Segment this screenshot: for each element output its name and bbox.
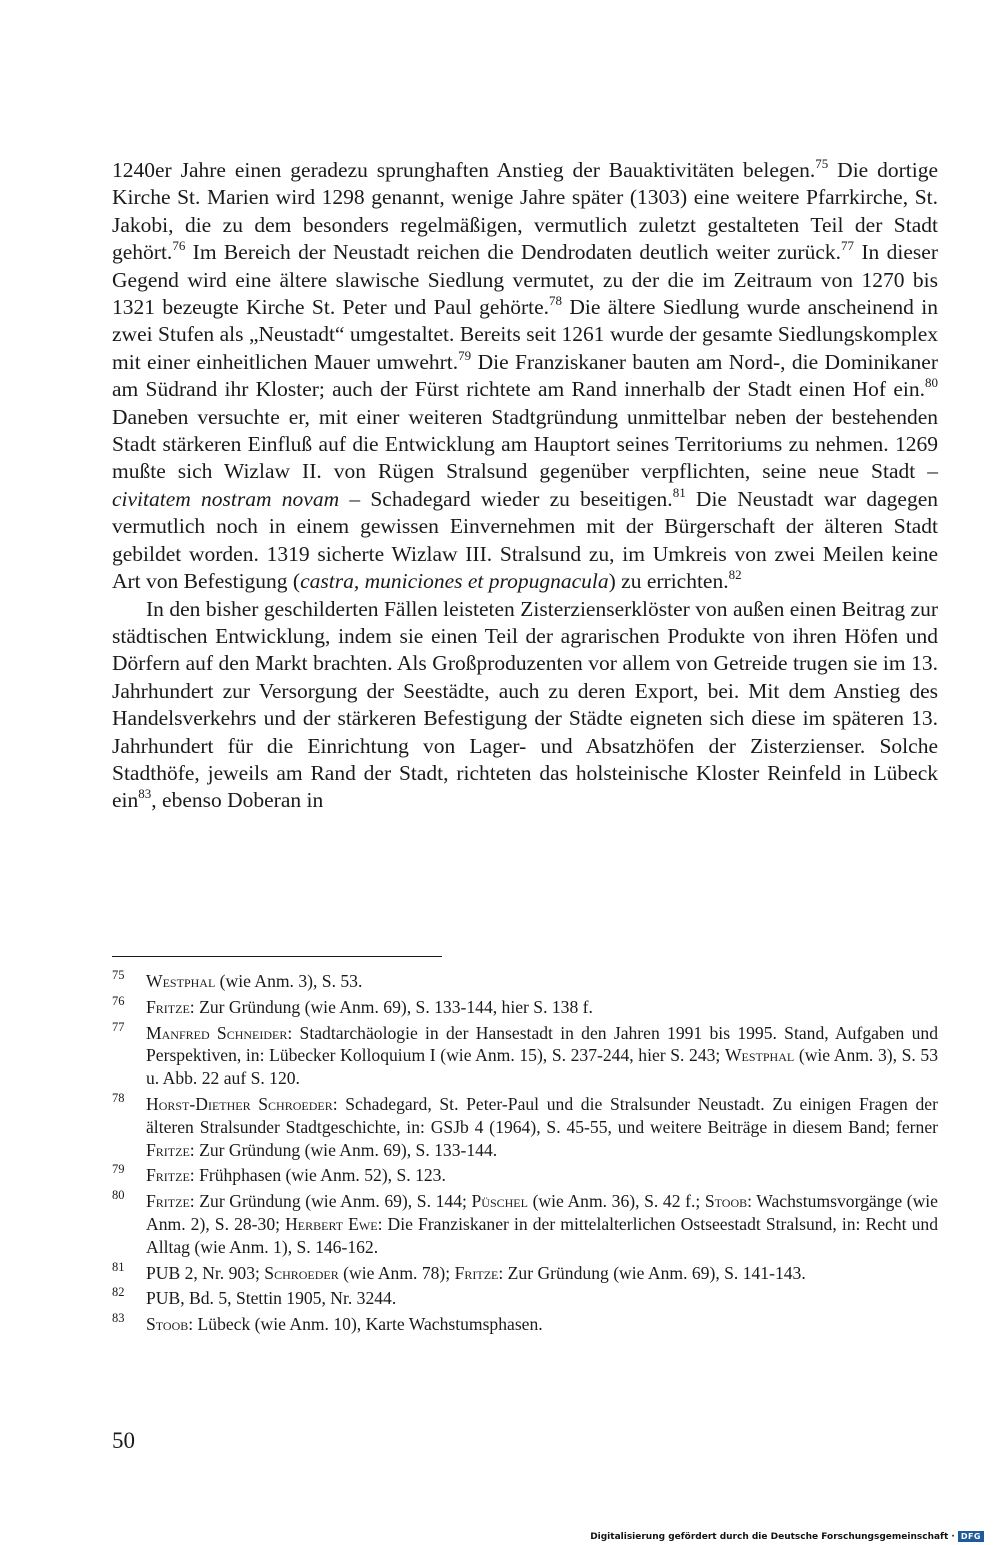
footnote-text: : Lübeck (wie Anm. 10), Karte Wachstumsphasen. bbox=[188, 1314, 543, 1335]
footnote-text: : Frühphasen (wie Anm. 52), S. 123. bbox=[189, 1165, 446, 1186]
text-run: Die Neustadt war dagegen vermutlich noch in einem gewissen Einvernehmen mit der Bürgerschaft der älteren Stadt gebildet worden. 1319 sicherte Wizlaw III. Stralsund zu, im Umkreis von zwei Meilen keine Art von Befestigung ( bbox=[112, 486, 938, 594]
footnote-text: : Zur Gründung (wie Anm. 69), S. 133-144, hier S. 138 f. bbox=[189, 996, 593, 1017]
footnote-separator bbox=[112, 956, 442, 957]
footnote-number: 81 bbox=[112, 1259, 125, 1274]
footnote-76 bbox=[112, 993, 938, 1019]
footnote-text: : Zur Gründung (wie Anm. 69), S. 133-144. bbox=[189, 1139, 498, 1160]
author-name: Fritze bbox=[454, 1262, 499, 1283]
footnote-81 bbox=[112, 1259, 938, 1285]
author-name: Schroeder bbox=[264, 1262, 339, 1283]
text-run: 1240er Jahre einen geradezu sprunghaften Anstieg der Bauaktivitäten belegen. bbox=[112, 158, 816, 182]
author-name: Püschel bbox=[471, 1191, 528, 1212]
text-run: In dieser Gegend wird eine ältere slawische Siedlung vermutet, zu der die im Zeitraum von 1270 bis 1321 bezeugte Kirche St. Peter und Paul gehörte. bbox=[112, 240, 938, 320]
footnote-ref-83[interactable]: 83 bbox=[138, 786, 152, 802]
footnote-ref-80[interactable]: 80 bbox=[925, 375, 938, 391]
footnote-75 bbox=[112, 970, 938, 993]
text-run: ) zu errichten. bbox=[608, 569, 729, 594]
paragraph-2 bbox=[112, 596, 938, 815]
footnote-text: : Zur Gründung (wie Anm. 69), S. 141-143. bbox=[498, 1262, 806, 1283]
footnote-79 bbox=[112, 1164, 938, 1187]
footnote-83 bbox=[112, 1313, 938, 1336]
footnote-text: (wie Anm. 3), S. 53. bbox=[215, 971, 363, 991]
footnote-text: (wie Anm. 78); bbox=[338, 1262, 455, 1283]
footnote-number: 77 bbox=[112, 1019, 125, 1034]
author-name: Westphal bbox=[724, 1045, 795, 1066]
footnote-ref-77[interactable]: 77 bbox=[841, 238, 855, 254]
footnote-ref-79[interactable]: 79 bbox=[458, 347, 472, 363]
latin-quote: castra, municiones et propugnacula bbox=[300, 569, 609, 594]
footnote-number: 76 bbox=[112, 993, 125, 1008]
footnote-text: : Stadtarchäologie in der Hansestadt in den Jahren 1991 bis 1995. Stand, Aufgaben und Perspektiven, in: Lübecker Kolloquium I (wie Anm. 15), S. 237-244, hier S. 243; bbox=[146, 1022, 938, 1066]
latin-quote: civitatem nostram novam bbox=[112, 486, 340, 511]
author-name: Herbert Ewe bbox=[285, 1213, 378, 1234]
author-name: Fritze bbox=[146, 996, 190, 1017]
page-number: 50 bbox=[112, 1428, 135, 1453]
funding-credit bbox=[590, 1531, 984, 1542]
footnote-80 bbox=[112, 1190, 938, 1258]
author-name: Fritze bbox=[146, 1191, 190, 1212]
footnote-number: 83 bbox=[112, 1311, 125, 1326]
text-run: Die dortige Kirche St. Marien wird 1298 genannt, wenige Jahre später (1303) eine weitere Pfarrkirche, St. Jakobi, die zu dem besonders regelmäßigen, vermutlich zuletzt gestalteten Teil der Stadt gehört. bbox=[112, 158, 938, 265]
author-name: Westphal bbox=[146, 971, 216, 991]
credit-text: Digitalisierung gefördert durch die Deutsche Forschungsgemeinschaft · bbox=[590, 1531, 955, 1542]
footnote-ref-81[interactable]: 81 bbox=[672, 484, 686, 500]
footnote-82 bbox=[112, 1287, 938, 1310]
author-name: Fritze bbox=[146, 1139, 190, 1160]
footnote-number: 80 bbox=[112, 1188, 125, 1203]
text-run: In den bisher geschilderten Fällen leisteten Zisterzienserklöster von außen einen Beitrag zur städtischen Entwicklung, indem sie einen Teil der agrarischen Produkte von ihren Höfen und Dörfern auf den Markt brachten. Als Großproduzenten vor allem von Getreide trugen sie im 13. Jahrhundert zur Versorgung der Seestädte, auch zu deren Export, bei. Mit dem Anstieg des Handelsverkehrs und der stärkeren Befestigung der Städte eigneten sich diese im späteren 13. Jahrhundert für die Einrichtung von Lager- und Absatzhöfen der Zisterzienser. Solche Stadthöfe, jeweils am Rand der Stadt, richteten das holsteinische Kloster Reinfeld in Lübeck ein bbox=[112, 596, 938, 813]
author-name: Fritze bbox=[146, 1165, 190, 1186]
footnote-text: : Zur Gründung (wie Anm. 69), S. 144; bbox=[189, 1191, 472, 1212]
footnote-text: : Die Franziskaner in der mittelalterlichen Ostseestadt Stralsund, in: Recht und Alltag (wie Anm. 1), S. 146-162. bbox=[146, 1213, 938, 1257]
footnotes bbox=[112, 970, 938, 1339]
footnote-number: 75 bbox=[112, 968, 125, 982]
footnote-number: 79 bbox=[112, 1162, 125, 1177]
footnote-text: : Schadegard, St. Peter-Paul und die Stralsunder Neustadt. Zu einigen Fragen der älteren Stralsunder Stadtgeschichte, in: GSJb 4 (1964), S. 45-55, und weitere Beiträge in diesem Band; ferner bbox=[146, 1093, 938, 1137]
footnote-text: PUB, Bd. 5, Stettin 1905, Nr. 3244. bbox=[146, 1288, 397, 1309]
author-name: Stoob bbox=[146, 1314, 189, 1335]
dfg-logo: DFG bbox=[958, 1531, 984, 1542]
footnote-text: : Wachstumsvorgänge (wie Anm. 2), S. 28-30; bbox=[146, 1191, 938, 1234]
footnote-number: 82 bbox=[112, 1285, 125, 1300]
text-run: Daneben versuchte er, mit einer weiteren Stadtgründung unmittelbar neben der bestehenden Stadt stärkeren Einfluß auf die Entwicklung am Hauptort seines Territoriums zu nehmen. 1269 mußte sich Wizlaw II. von Rügen Stralsund gegenüber verpflichten, seine neue Stadt – bbox=[112, 404, 938, 484]
footnote-ref-82[interactable]: 82 bbox=[728, 567, 742, 583]
text-run: , ebenso Doberan in bbox=[151, 788, 324, 813]
footnote-78 bbox=[112, 1090, 938, 1161]
footnote-ref-75[interactable]: 75 bbox=[815, 156, 829, 171]
text-run: Die ältere Siedlung wurde anscheinend in zwei Stufen als „Neustadt“ umgestaltet. Bereits seit 1261 wurde der gesamte Siedlungskomplex mit einer einheitlichen Mauer umwehrt. bbox=[112, 295, 938, 374]
footnote-number: 78 bbox=[112, 1090, 125, 1105]
footnote-text: (wie Anm. 36), S. 42 f.; bbox=[527, 1191, 705, 1212]
footnote-77 bbox=[112, 1019, 938, 1090]
author-name: Horst-Diether Schroeder bbox=[146, 1093, 333, 1114]
footnote-ref-78[interactable]: 78 bbox=[549, 293, 563, 309]
author-name: Manfred Schneider bbox=[146, 1022, 288, 1043]
text-run: – Schadegard wieder zu beseitigen. bbox=[339, 486, 673, 511]
footnote-text: PUB 2, Nr. 903; bbox=[146, 1262, 265, 1283]
main-text bbox=[112, 157, 938, 815]
text-run: Die Franziskaner bauten am Nord-, die Dominikaner am Südrand ihr Kloster; auch der Fürst richtete am Rand innerhalb der Stadt einen Hof ein. bbox=[112, 349, 939, 402]
paragraph-1 bbox=[112, 157, 938, 596]
text-run: Im Bereich der Neustadt reichen die Dendrodaten deutlich weiter zurück. bbox=[185, 240, 842, 265]
footnote-ref-76[interactable]: 76 bbox=[172, 238, 186, 254]
author-name: Stoob bbox=[704, 1191, 748, 1212]
footnote-text: (wie Anm. 3), S. 53 u. Abb. 22 auf S. 120. bbox=[146, 1045, 938, 1089]
